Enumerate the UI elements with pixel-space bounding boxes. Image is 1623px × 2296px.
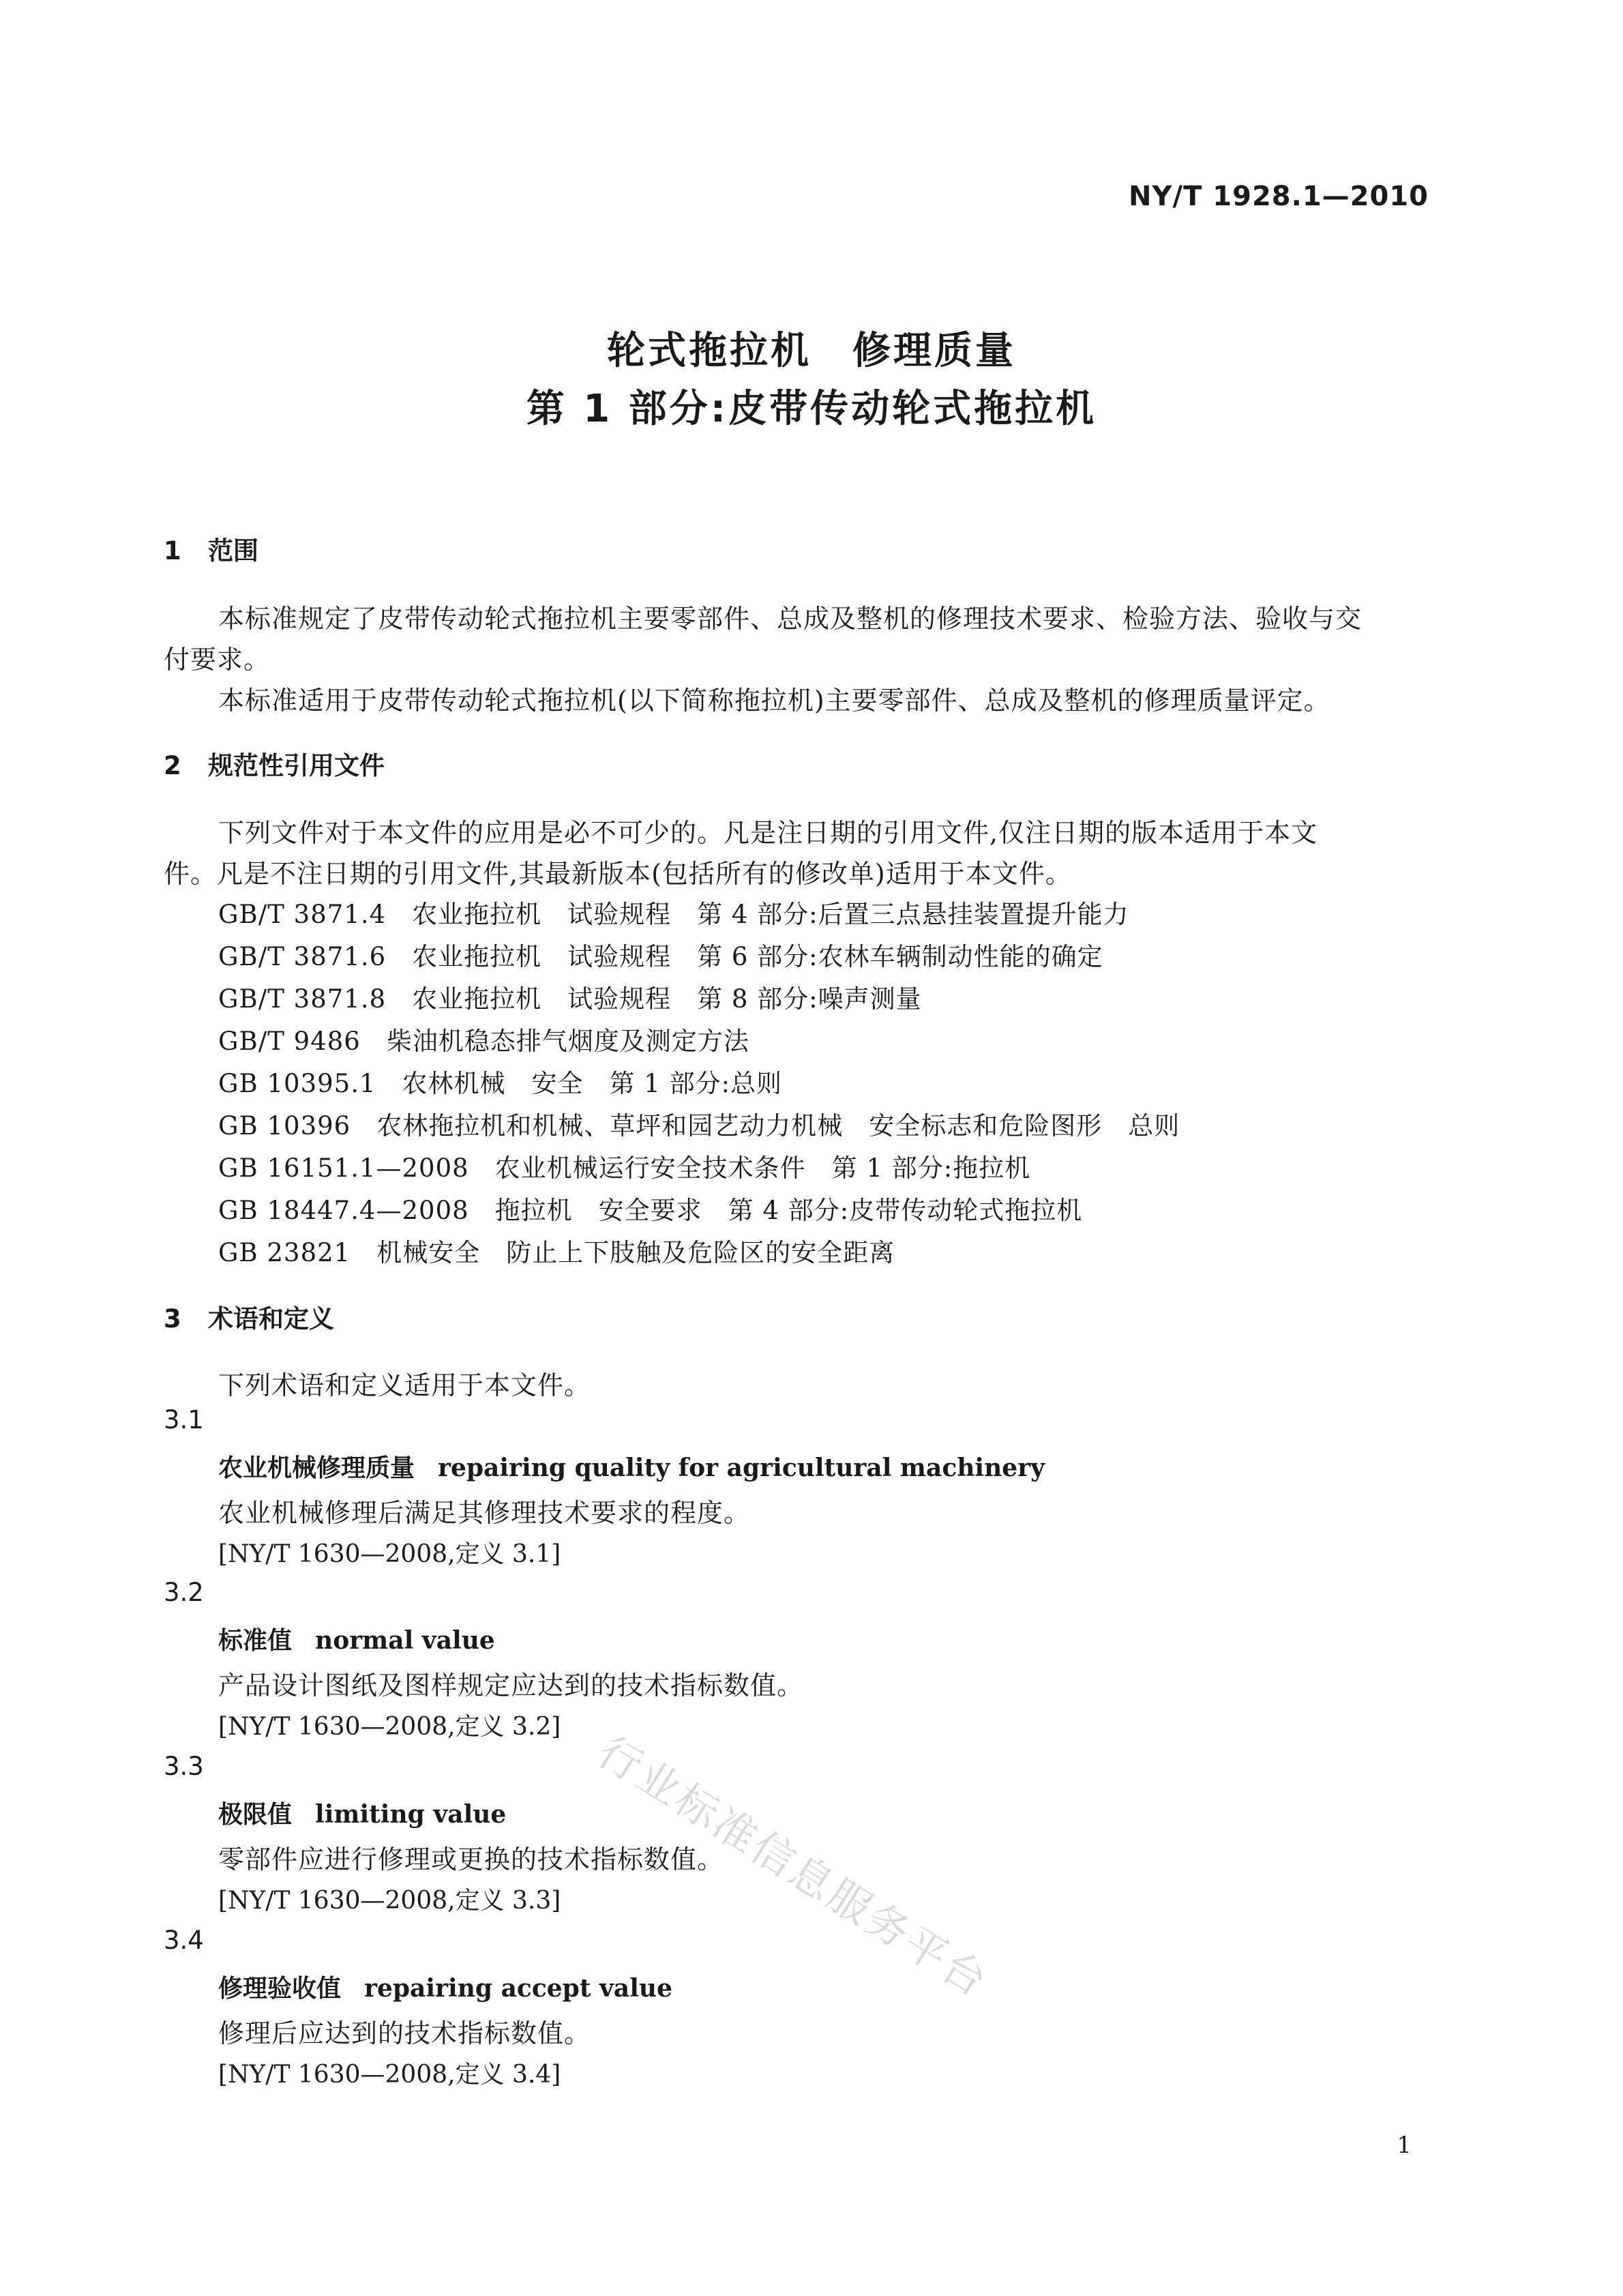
term-name: [218, 1621, 495, 1656]
reference-item: GB 10395.1 农林机械 安全 第 1 部分:总则: [218, 1069, 783, 1098]
paragraph: 下列术语和定义适用于本文件。: [218, 1370, 591, 1400]
reference-item: GB/T 3871.4 农业拖拉机 试验规程 第 4 部分:后置三点悬挂装置提升能力: [218, 900, 1129, 929]
term-number: 3.4: [164, 1926, 204, 1955]
title-line-1: 轮式拖拉机 修理质量: [607, 329, 1016, 373]
term-source: [NY/T 1630—2008,定义 3.4]: [218, 2061, 561, 2089]
reference-item: GB 10396 农林拖拉机和机械、草坪和园艺动力机械 安全标志和危险图形 总则: [218, 1111, 1180, 1140]
term-en: repairing accept value: [364, 1974, 672, 2003]
term-definition: 修理后应达到的技术指标数值。: [218, 2018, 591, 2048]
watermark: 行业标准信息服务平台: [589, 1726, 998, 2007]
term-number: 3.2: [164, 1578, 204, 1607]
term-source: [NY/T 1630—2008,定义 3.3]: [218, 1887, 561, 1915]
section-title: 术语和定义: [208, 1304, 334, 1334]
reference-item: GB/T 3871.6 农业拖拉机 试验规程 第 6 部分:农林车辆制动性能的确定: [218, 942, 1103, 971]
term-definition: 产品设计图纸及图样规定应达到的技术指标数值。: [218, 1671, 804, 1701]
term-zh: 标准值: [218, 1627, 293, 1655]
reference-item: GB 16151.1—2008 农业机械运行安全技术条件 第 1 部分:拖拉机: [218, 1153, 1031, 1183]
section-number: 3: [164, 1304, 181, 1334]
reference-item: GB 23821 机械安全 防止上下肢触及危险区的安全距离: [218, 1238, 895, 1267]
term-zh: 修理验收值: [218, 1975, 342, 2003]
term-name: [218, 1795, 506, 1830]
paragraph-line: 本标准规定了皮带传动轮式拖拉机主要零部件、总成及整机的修理技术要求、检验方法、验收与交: [218, 604, 1363, 634]
term-number: 3.1: [164, 1405, 204, 1434]
paragraph-line: 件。凡是不注日期的引用文件,其最新版本(包括所有的修改单)适用于本文件。: [164, 859, 1072, 889]
paragraph-line: 下列文件对于本文件的应用是必不可少的。凡是注日期的引用文件,仅注日期的版本适用于本文: [218, 818, 1318, 848]
paragraph: 本标准适用于皮带传动轮式拖拉机(以下简称拖拉机)主要零部件、总成及整机的修理质量评定。: [218, 686, 1330, 716]
section-1-heading: [164, 530, 258, 567]
term-en: normal value: [315, 1626, 495, 1655]
term-definition: 零部件应进行修理或更换的技术指标数值。: [218, 1844, 724, 1874]
section-title: 范围: [208, 536, 258, 565]
section-title: 规范性引用文件: [208, 751, 385, 780]
page-number: 1: [1397, 2132, 1412, 2159]
term-en: limiting value: [315, 1800, 507, 1829]
term-zh: 农业机械修理质量: [218, 1454, 415, 1482]
section-number: 1: [164, 536, 181, 565]
term-name: [218, 1969, 672, 2004]
reference-item: GB 18447.4—2008 拖拉机 安全要求 第 4 部分:皮带传动轮式拖拉机: [218, 1196, 1083, 1225]
term-zh: 极限值: [218, 1801, 293, 1829]
term-source: [NY/T 1630—2008,定义 3.1]: [218, 1540, 561, 1568]
term-en: repairing quality for agricultural machinery: [438, 1454, 1045, 1482]
term-name: [218, 1449, 1045, 1484]
reference-item: GB/T 9486 柴油机稳态排气烟度及测定方法: [218, 1027, 749, 1056]
term-source: [NY/T 1630—2008,定义 3.2]: [218, 1713, 561, 1741]
reference-item: GB/T 3871.8 农业拖拉机 试验规程 第 8 部分:噪声测量: [218, 984, 922, 1014]
section-number: 2: [164, 751, 181, 780]
title-line-2: 第 1 部分:皮带传动轮式拖拉机: [526, 387, 1097, 431]
paragraph-line: 付要求。: [164, 645, 271, 675]
term-definition: 农业机械修理后满足其修理技术要求的程度。: [218, 1498, 751, 1528]
section-2-heading: [164, 745, 385, 782]
term-number: 3.3: [164, 1752, 204, 1781]
section-3-heading: [164, 1298, 334, 1335]
standard-code: NY/T 1928.1—2010: [1129, 181, 1429, 212]
